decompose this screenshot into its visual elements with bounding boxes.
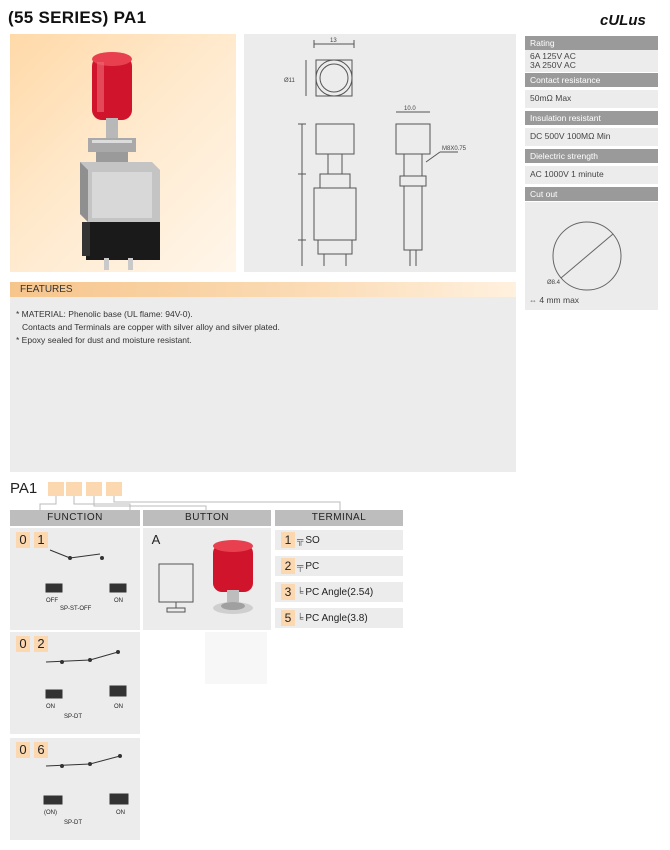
- code-slot-function-1: [48, 482, 64, 496]
- terminal-code: 1: [281, 532, 295, 548]
- function-caption: SP-DT: [64, 820, 82, 826]
- feature-line-1: * MATERIAL: Phenolic base (UL flame: 94V-0).: [16, 309, 193, 319]
- switch-photo-illustration: [10, 34, 236, 272]
- red-button-photo: [213, 540, 253, 614]
- dielectric-value: AC 1000V 1 minute: [525, 166, 658, 184]
- terminal-code: 5: [281, 610, 295, 626]
- dim-diameter: Ø11: [284, 78, 295, 84]
- terminal-pc-icon: ╤: [297, 561, 304, 571]
- rating-value: [525, 50, 658, 72]
- product-photo: [10, 34, 236, 272]
- terminal-label: SO: [305, 535, 320, 546]
- function-digit: 2: [34, 636, 48, 652]
- terminal-angle-icon: ╘: [297, 587, 304, 597]
- page-title: (55 SERIES) PA1: [8, 8, 147, 27]
- button-heading: BUTTON: [143, 510, 271, 526]
- terminal-angle-icon: ╘: [297, 613, 304, 623]
- code-slot-function-2: [66, 482, 82, 496]
- features-heading: FEATURES: [10, 282, 516, 297]
- function-01-schematic: [10, 528, 140, 630]
- feature-line-3: * Epoxy sealed for dust and moisture resistant.: [16, 335, 192, 345]
- cutout-dim: Ø8.4: [547, 280, 561, 286]
- terminal-item-3: [275, 582, 403, 602]
- feature-line-2: Contacts and Terminals are copper with silver alloy and silver plated.: [22, 322, 280, 332]
- terminal-code: 2: [281, 558, 295, 574]
- dimension-drawing: [244, 34, 516, 272]
- dim-side: 10.0: [404, 106, 416, 112]
- panel-thickness-icon: ⇔: [529, 296, 537, 305]
- insulation-label: Insulation resistant: [525, 111, 658, 125]
- code-slot-terminal: [106, 482, 122, 496]
- dim-top: 13: [330, 38, 337, 44]
- button-item-a: [143, 528, 271, 630]
- function-left-state: OFF: [46, 598, 58, 604]
- contact-resistance-label: Contact resistance: [525, 73, 658, 87]
- function-item-01: [10, 528, 140, 630]
- terminal-item-5: [275, 608, 403, 628]
- button-code: A: [151, 532, 161, 547]
- cutout-label: Cut out: [525, 187, 658, 201]
- function-digit: 0: [16, 636, 30, 652]
- terminal-heading: TERMINAL: [275, 510, 403, 526]
- insulation-value: DC 500V 100MΩ Min: [525, 128, 658, 146]
- technical-drawing: [244, 34, 516, 272]
- function-item-02: [10, 632, 140, 734]
- rating-label: Rating: [525, 36, 658, 50]
- ul-certification-logo: cULus: [600, 12, 646, 29]
- rating-line-1: 6A 125V AC: [530, 51, 576, 61]
- function-digit: 0: [16, 532, 30, 548]
- function-right-state: ON: [114, 598, 123, 604]
- code-slot-button: [86, 482, 102, 496]
- button-reflection: [205, 632, 267, 684]
- terminal-code: 3: [281, 584, 295, 600]
- function-digit: 1: [34, 532, 48, 548]
- function-heading: FUNCTION: [10, 510, 140, 526]
- rating-line-2: 3A 250V AC: [530, 60, 576, 70]
- panel-thickness-note: [529, 295, 579, 305]
- terminal-label: PC Angle(2.54): [305, 587, 374, 598]
- contact-resistance-value: 50mΩ Max: [525, 90, 658, 108]
- ordering-prefix: PA1: [10, 480, 38, 497]
- button-outline-drawing: [143, 528, 271, 630]
- terminal-solder-icon: ╦: [297, 535, 304, 545]
- function-digit: 6: [34, 742, 48, 758]
- terminal-label: PC Angle(3.8): [305, 613, 368, 624]
- cutout-diagram: [525, 202, 658, 310]
- terminal-item-1: [275, 530, 403, 550]
- cutout-circle-drawing: [525, 202, 658, 310]
- function-digit: 0: [16, 742, 30, 758]
- function-caption: SP-DT: [64, 714, 82, 720]
- panel-thickness-text: 4 mm max: [539, 295, 580, 305]
- function-left-state: (ON): [44, 810, 57, 816]
- function-right-state: ON: [114, 704, 123, 710]
- dielectric-label: Dielectric strength: [525, 149, 658, 163]
- function-item-06: [10, 738, 140, 840]
- function-left-state: ON: [46, 704, 55, 710]
- dim-thread: M8X0.75: [442, 146, 467, 152]
- terminal-label: PC: [305, 561, 320, 572]
- function-right-state: ON: [116, 810, 125, 816]
- function-caption: SP-ST-OFF: [60, 606, 92, 612]
- terminal-item-2: [275, 556, 403, 576]
